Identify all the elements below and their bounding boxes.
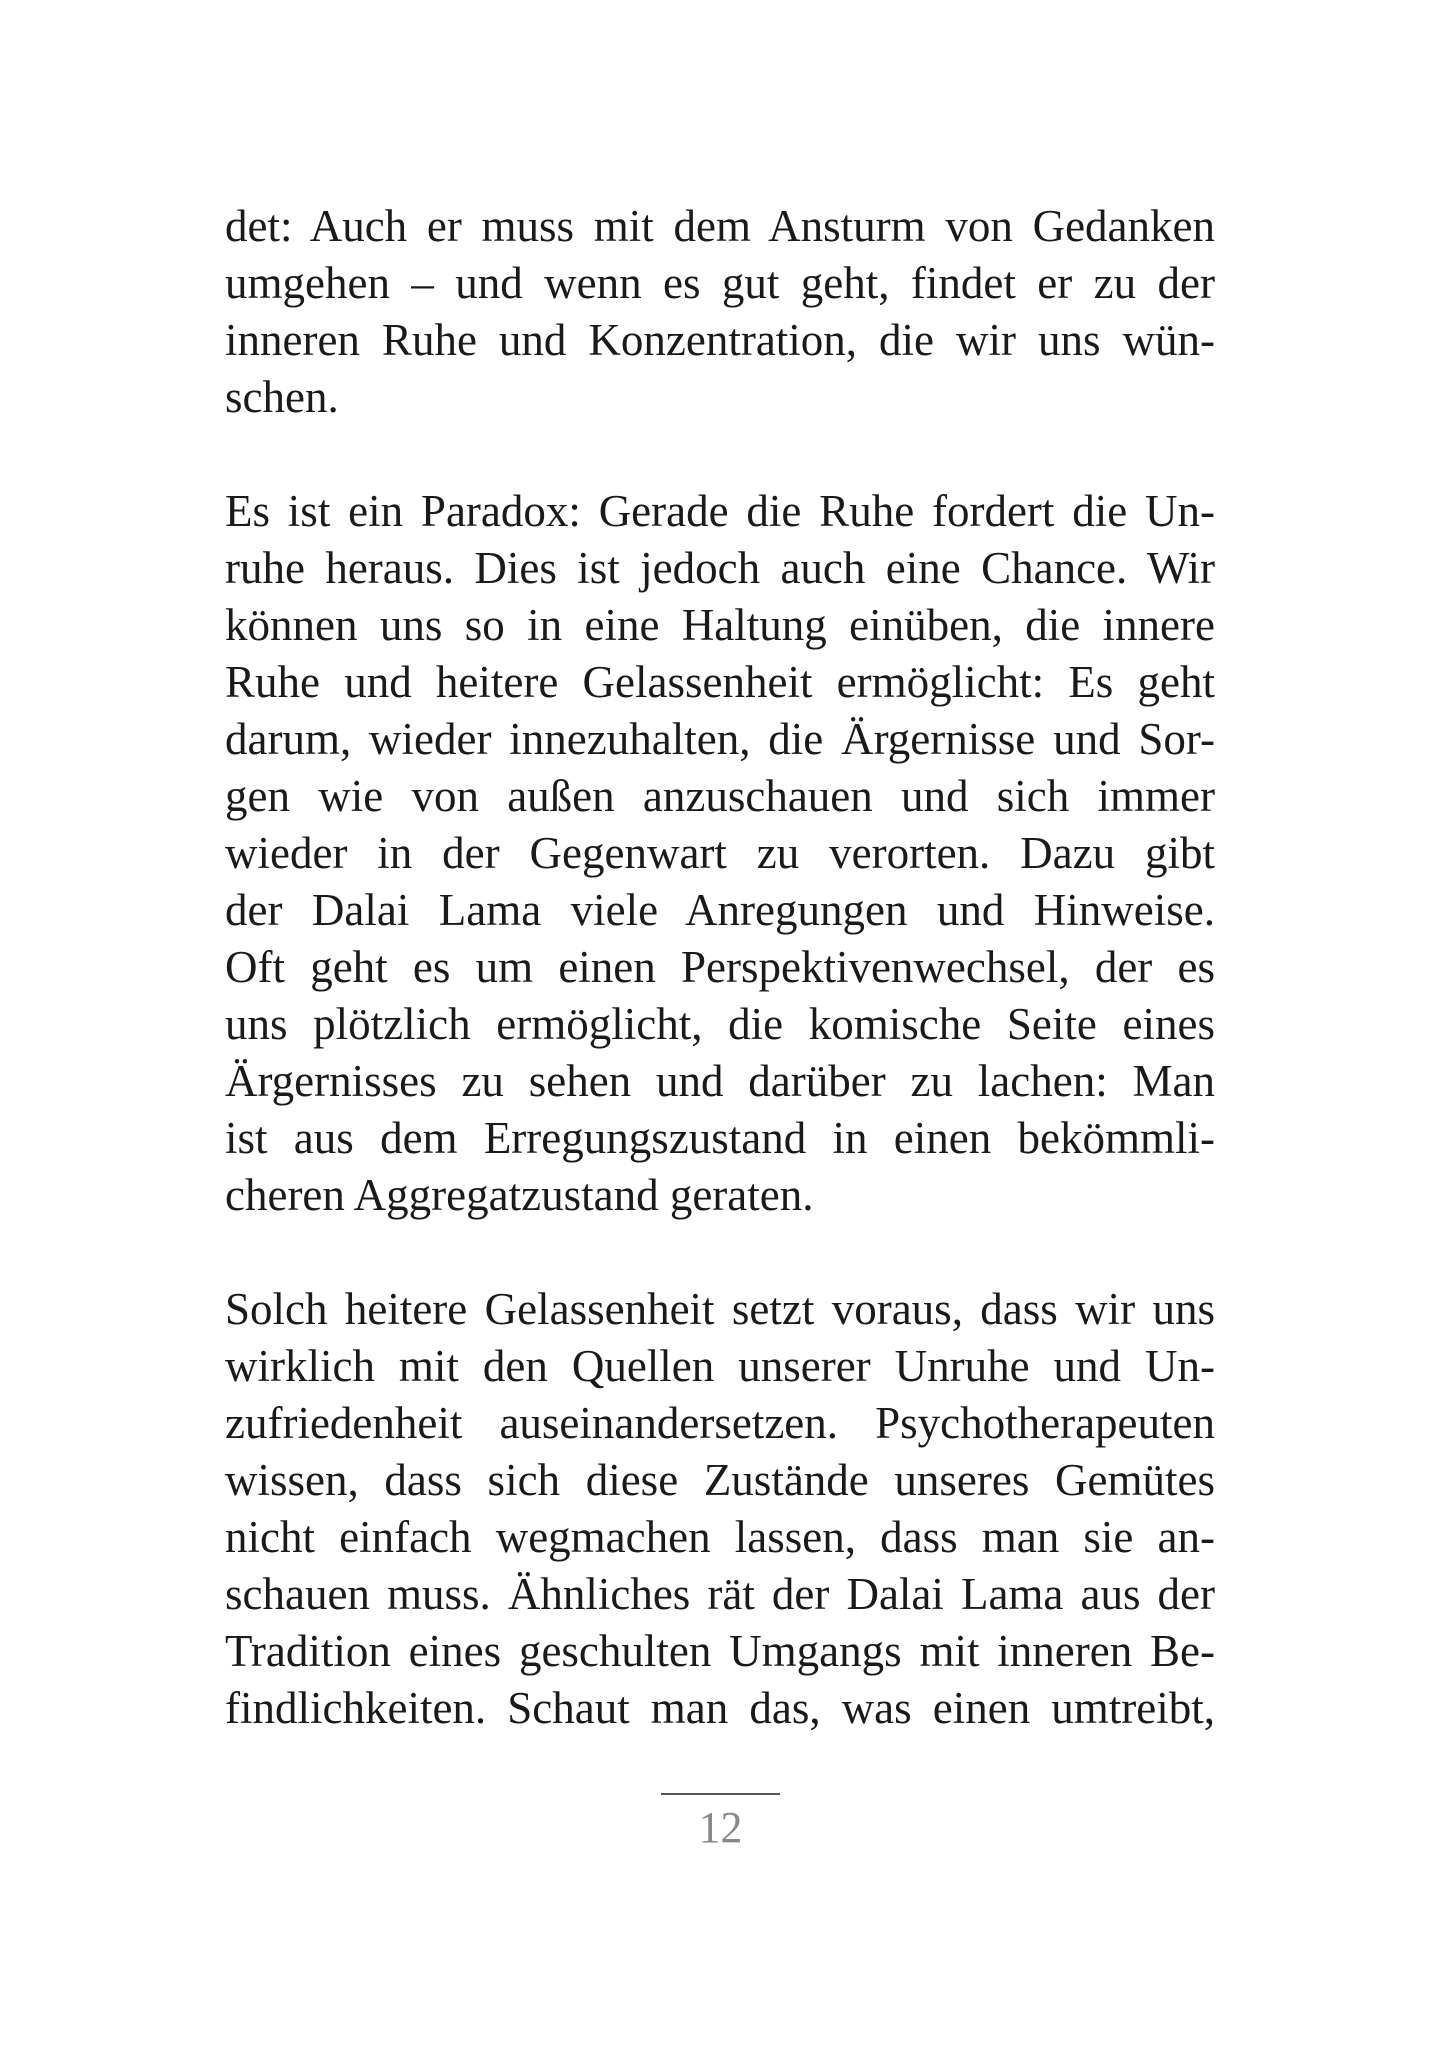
body-text <box>225 198 1215 1737</box>
text-line: ruhe heraus. Dies ist jedoch auch eine Chance. Wir <box>225 543 1215 593</box>
text-line: findlichkeiten. Schaut man das, was einen umtreibt, <box>225 1683 1215 1733</box>
text-line: wissen, dass sich diese Zustände unseres Gemütes <box>225 1455 1215 1505</box>
text-line: Solch heitere Gelassenheit setzt voraus, dass wir uns <box>225 1284 1215 1334</box>
page-number: 12 <box>698 1803 743 1852</box>
text-line: umgehen – und wenn es gut geht, findet er zu der <box>225 258 1215 308</box>
text-line: schen. <box>225 372 339 422</box>
text-line: uns plötzlich ermöglicht, die komische Seite eines <box>225 999 1215 1049</box>
text-line: schauen muss. Ähnliches rät der Dalai Lama aus der <box>225 1569 1215 1619</box>
footer-rule <box>661 1793 780 1795</box>
text-line: Ruhe und heitere Gelassenheit ermöglicht: Es geht <box>225 657 1215 707</box>
paragraph-2 <box>225 483 1215 1224</box>
text-line: wieder in der Gegenwart zu verorten. Dazu gibt <box>225 828 1215 878</box>
text-line: gen wie von außen anzuschauen und sich immer <box>225 771 1215 821</box>
text-line: Oft geht es um einen Perspektivenwechsel, der es <box>225 942 1215 992</box>
text-line: der Dalai Lama viele Anregungen und Hinweise. <box>225 885 1215 935</box>
text-line: cheren Aggregatzustand geraten. <box>225 1170 814 1220</box>
text-line: Es ist ein Paradox: Gerade die Ruhe fordert die Un- <box>225 486 1215 536</box>
text-line: Ärgernisses zu sehen und darüber zu lachen: Man <box>225 1056 1215 1106</box>
text-line: zufriedenheit auseinandersetzen. Psychotherapeuten <box>225 1398 1215 1448</box>
paragraph-1 <box>225 198 1215 426</box>
text-line: ist aus dem Erregungszustand in einen bekömmli- <box>225 1113 1215 1163</box>
text-line: det: Auch er muss mit dem Ansturm von Gedanken <box>225 201 1215 251</box>
text-line: können uns so in eine Haltung einüben, die innere <box>225 600 1215 650</box>
text-line: wirklich mit den Quellen unserer Unruhe und Un- <box>225 1341 1215 1391</box>
text-line: Tradition eines geschulten Umgangs mit inneren Be- <box>225 1626 1215 1676</box>
text-line: darum, wieder innezuhalten, die Ärgernisse und Sor- <box>225 714 1215 764</box>
text-line: inneren Ruhe und Konzentration, die wir uns wün- <box>225 315 1215 365</box>
text-line: nicht einfach wegmachen lassen, dass man sie an- <box>225 1512 1215 1562</box>
paragraph-gap <box>225 426 1215 483</box>
paragraph-3 <box>225 1281 1215 1737</box>
paragraph-gap <box>225 1224 1215 1281</box>
